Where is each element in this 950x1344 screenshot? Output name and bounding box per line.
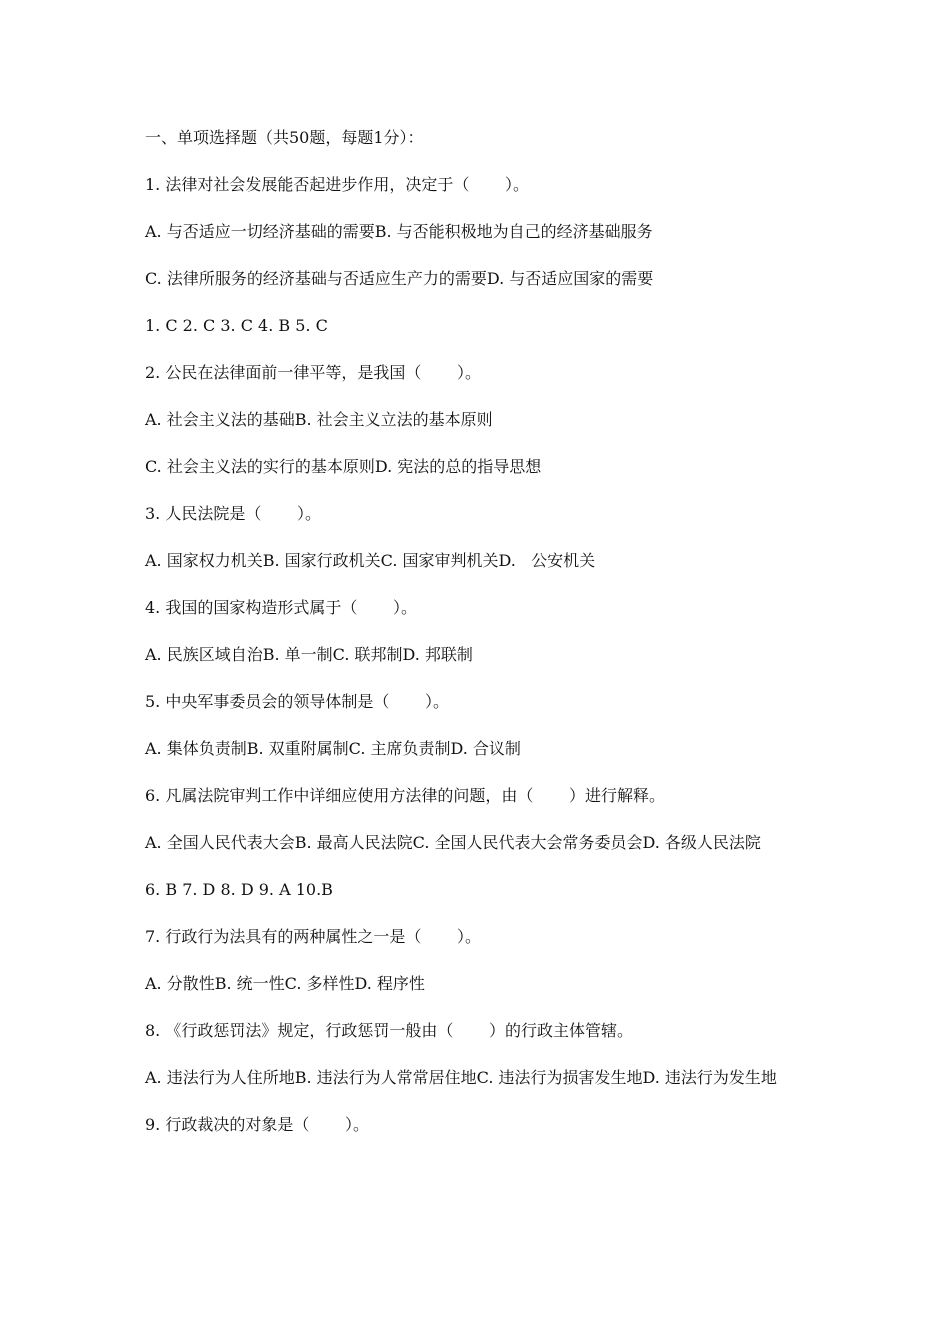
question-6: 6. 凡属法院审判工作中详细应使用方法律的问题，由（ ）进行解释。: [145, 786, 665, 805]
question-2-options-ab: A. 社会主义法的基础B. 社会主义立法的基本原则: [145, 410, 493, 429]
question-4: 4. 我国的国家构造形式属于（ ）。: [145, 598, 417, 617]
question-3: 3. 人民法院是（ ）。: [145, 504, 321, 523]
question-4-options: A. 民族区域自治B. 单一制C. 联邦制D. 邦联制: [145, 645, 473, 664]
question-1-options-ab: A. 与否适应一切经济基础的需要B. 与否能积极地为自己的经济基础服务: [145, 222, 653, 241]
answer-key-6-10: 6. B 7. D 8. D 9. A 10.B: [145, 880, 333, 899]
question-7-options: A. 分散性B. 统一性C. 多样性D. 程序性: [145, 974, 425, 993]
question-1-options-cd: C. 法律所服务的经济基础与否适应生产力的需要D. 与否适应国家的需要: [145, 269, 654, 288]
question-5: 5. 中央军事委员会的领导体制是（ ）。: [145, 692, 449, 711]
question-9: 9. 行政裁决的对象是（ ）。: [145, 1115, 369, 1134]
question-2-options-cd: C. 社会主义法的实行的基本原则D. 宪法的总的指导思想: [145, 457, 542, 476]
section-heading: 一、单项选择题（共50题，每题1分）：: [145, 128, 424, 147]
answer-key-1-5: 1. C 2. C 3. C 4. B 5. C: [145, 316, 328, 335]
question-5-options: A. 集体负责制B. 双重附属制C. 主席负责制D. 合议制: [145, 739, 521, 758]
question-3-options: A. 国家权力机关B. 国家行政机关C. 国家审判机关D. 公安机关: [145, 551, 596, 570]
document-body: [145, 126, 805, 1160]
question-6-options: A. 全国人民代表大会B. 最高人民法院C. 全国人民代表大会常务委员会D. 各级人民法院: [145, 833, 761, 852]
question-8-options: A. 违法行为人住所地B. 违法行为人常常居住地C. 违法行为损害发生地D. 违法行为发生地: [145, 1068, 777, 1087]
question-8: 8. 《行政惩罚法》规定，行政惩罚一般由（ ）的行政主体管辖。: [145, 1021, 633, 1040]
question-1: 1. 法律对社会发展能否起进步作用，决定于（ ）。: [145, 175, 529, 194]
question-7: 7. 行政行为法具有的两种属性之一是（ ）。: [145, 927, 481, 946]
question-2: 2. 公民在法律面前一律平等，是我国（ ）。: [145, 363, 481, 382]
